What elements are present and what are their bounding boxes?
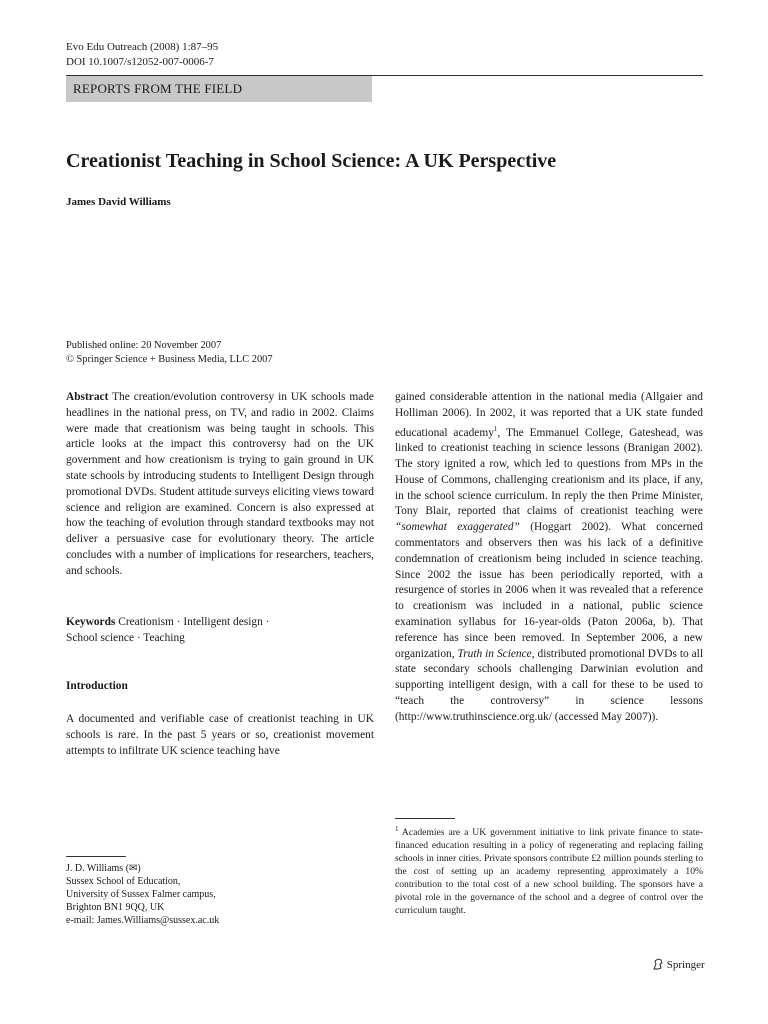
introduction-heading: Introduction (66, 680, 128, 692)
address-name: J. D. Williams ( (66, 863, 130, 874)
author-name: James David Williams (66, 196, 171, 208)
article-title: Creationist Teaching in School Science: A UK Perspective (66, 150, 557, 172)
abstract-text: The creation/evolution controversy in UK schools made headlines in the national press, on TV, and radio in 2002. Claims were made that creationism was being taught in schools. This article looks at the impact this controversy had on the UK government and how creationism is trying to gain ground in UK state schools by introducing students to Intelligent Design through promotional DVDs. Student attitude surveys eliciting views toward science and religion are examined. Concern is also expressed at how the teaching of evolution through standard textbooks may not deliver a persuasive case for evolutionary theory. The article concludes with a number of implications for researchers, teachers, and schools. (66, 391, 374, 577)
body-text-2: , The Emmanuel College, Gateshead, was linked to creationist teaching in science lessons (Branigan 2002). The story ignited a row, which led to questions from MPs in the House of Commons, challenging creationism and its place, if any, in the school science curriculum. In reply the then Prime Minister, Tony Blair, reported that claims of creationist teaching were (395, 426, 703, 518)
email-label: e-mail: (66, 915, 97, 926)
footnote-text: Academies are a UK government initiative to link private finance to state-financed education resulting in a policy of regenerating and replacing failing schools in inner cities. Private sponsors contribute £2 million pounds sterling to the cost of setting up an academy representing approximately a 10% contribution to the total cost of a new school building. The sponsors have a pivotal role in the governance of the school and a degree of control over the curriculum taught. (395, 827, 703, 917)
right-column-body (395, 390, 703, 726)
keywords-line1: Creationism · Intelligent design · (118, 616, 270, 628)
author-address (66, 862, 219, 927)
footnote-rule (395, 818, 455, 819)
address-line-2: University of Sussex Falmer campus, (66, 889, 216, 900)
section-label: REPORTS FROM THE FIELD (73, 81, 243, 96)
copyright: © Springer Science + Business Media, LLC 2007 (66, 354, 273, 365)
publisher-logo (652, 958, 705, 971)
body-text-4: , distributed promotional DVDs to all state secondary schools challenging Darwinian evolution and supporting intelligent design, with a call for these to be used to “teach the controversy” in science lessons ( (395, 647, 704, 723)
keywords (66, 615, 374, 647)
keywords-line2: School science · Teaching (66, 631, 185, 644)
email-link[interactable]: James.Williams@sussex.ac.uk (96, 915, 220, 926)
introduction-text: A documented and verifiable case of creationist teaching in UK schools is rare. In the past 5 years or so, creationist movement attempts to infiltrate UK science teaching have (66, 713, 374, 757)
quote: “somewhat exaggerated” (395, 521, 520, 534)
doi: DOI 10.1007/s12052-007-0006-7 (66, 56, 214, 68)
section-banner (66, 76, 372, 102)
envelope-icon[interactable]: ✉ (129, 863, 138, 874)
abstract-label: Abstract (66, 391, 109, 403)
springer-horse-icon (652, 958, 664, 970)
abstract (66, 390, 374, 580)
body-text-3: (Hoggart 2002). What concerned commentators and observers then was his lack of a definitive condemnation of creationism being included in science teaching. Since 2002 the issue has been periodically reported, with a resurgence of stories in 2006 when it was revealed that a reference to creationism was included in a national, public science examination syllabus for 16-year-olds (Paton 2006a, b). That reference has since been removed. In September 2006, a new organization, (395, 521, 703, 660)
body-text-1: gained considerable attention in the national media (Allgaier and Holliman 2006). In 2002, it was reported that a UK state funded educational academy (395, 391, 703, 439)
address-rule (66, 856, 126, 857)
footnote-number: 1 (395, 825, 399, 833)
published-date: Published online: 20 November 2007 (66, 340, 222, 351)
address-name-end: ) (137, 863, 141, 874)
address-line-1: Sussex School of Education, (66, 876, 181, 887)
address-line-3: Brighton BN1 9QQ, UK (66, 902, 165, 913)
body-text-5: (accessed May 2007)). (551, 710, 659, 723)
organization-name: Truth in Science (457, 647, 532, 660)
keywords-label: Keywords (66, 616, 116, 628)
truthinscience-link[interactable]: http://www.truthinscience.org.uk/ (398, 710, 552, 723)
footnote-marker[interactable]: 1 (493, 424, 498, 433)
journal-citation: Evo Edu Outreach (2008) 1:87–95 (66, 41, 219, 53)
footnote (395, 823, 703, 917)
publisher-name: Springer (666, 959, 705, 971)
